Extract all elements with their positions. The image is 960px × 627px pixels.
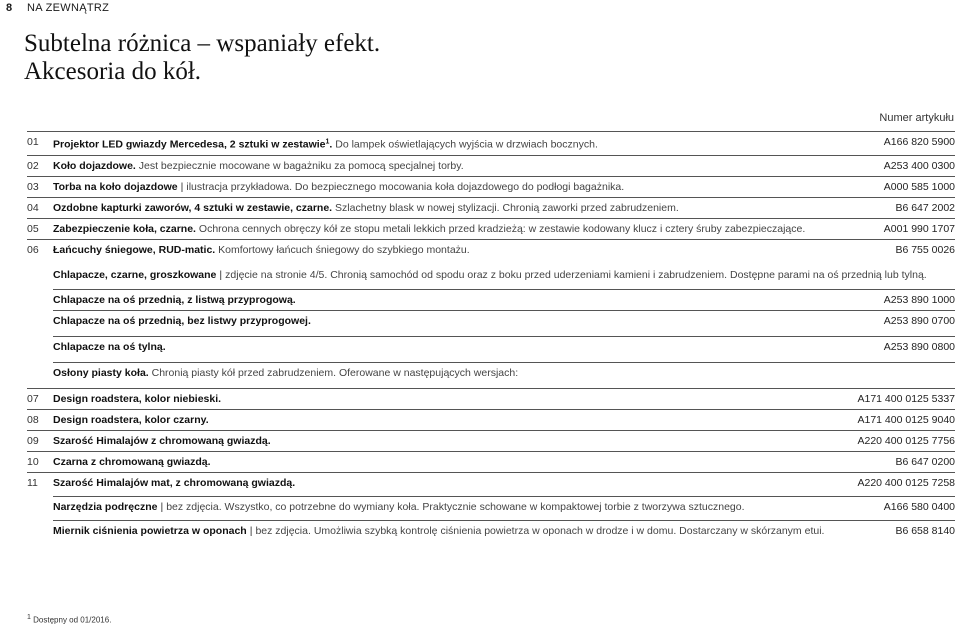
part-number: A253 890 0800 [883,340,955,353]
footnote: $^1$ Dostępny od 01/2016. [27,614,112,625]
part-number: A253 400 0300 [883,159,955,172]
list-item [27,176,955,197]
item-description: Projektor LED gwiazdy Mercedesa, 2 sztuki w zestawie$^1$. Do lampek oświetlających wyjścia w drzwiach bocznych. [53,138,598,151]
list-item [27,239,955,260]
item-description: Szarość Himalajów z chromowaną gwiazdą. [53,434,271,447]
accessory-list [27,131,955,544]
page-number: 8 [6,2,13,14]
list-item [27,131,955,155]
list-item [27,388,955,409]
item-description: Koło dojazdowe. Jest bezpiecznie mocowane w bagażniku za pomocą specjalnej torby. [53,159,464,172]
list-item [53,310,955,336]
item-number: 01 [27,136,39,148]
list-item [27,451,955,472]
part-number: A253 890 0700 [883,314,955,327]
list-item [27,218,955,239]
item-description: Chlapacze na oś tylną. [53,340,166,353]
item-description: Narzędzia podręczne | bez zdjęcia. Wszystko, co potrzebne do wymiany koła. Praktycznie schowane w kompaktowej torbie z tworzywa sztucznego. [53,500,745,513]
part-number: A001 990 1707 [883,222,955,235]
list-item [27,430,955,451]
list-item [27,197,955,218]
list-item [53,260,955,285]
item-number: 04 [27,201,39,214]
item-description: Czarna z chromowaną gwiazdą. [53,455,211,468]
list-item [27,472,955,496]
item-description: Design roadstera, kolor niebieski. [53,392,222,405]
item-description: Zabezpieczenie koła, czarne. Ochrona cennych obręczy kół ze stopu metali lekkich przed kradzieżą: w zestawie kodowany klucz i cztery śruby zabezpieczające. [53,222,806,235]
list-item [27,155,955,176]
list-item [53,289,955,310]
item-number: 02 [27,159,39,172]
list-item [27,409,955,430]
part-number: A166 820 5900 [883,136,955,148]
item-description: Design roadstera, kolor czarny. [53,413,209,426]
item-number: 07 [27,392,39,405]
part-number: B6 647 2002 [895,201,955,214]
item-number: 11 [27,476,38,489]
part-number: A000 585 1000 [883,180,955,193]
part-number: A220 400 0125 7756 [857,434,955,447]
item-number: 08 [27,413,39,426]
part-number: A171 400 0125 5337 [857,392,955,405]
item-number: 05 [27,222,39,235]
title-line-1: Subtelna różnica – wspaniały efekt. [24,30,381,57]
item-description: Torba na koło dojazdowe | ilustracja przykładowa. Do bezpiecznego mocowania koła dojazdowego do podłogi bagażnika. [53,180,625,193]
item-description: Łańcuchy śniegowe, RUD-matic. Komfortowy łańcuch śniegowy do szybkiego montażu. [53,243,470,256]
part-number: A171 400 0125 9040 [857,413,955,426]
column-header-part-number: Numer artykułu [879,112,954,124]
list-item [53,496,955,520]
item-description: Osłony piasty koła. Chronią piasty kół przed zabrudzeniem. Oferowane w następujących wersjach: [53,366,519,379]
part-number: A253 890 1000 [883,293,955,306]
part-number: B6 658 8140 [895,524,955,537]
part-number: B6 755 0026 [895,243,955,256]
part-number: A220 400 0125 7258 [857,476,955,489]
item-description: Szarość Himalajów mat, z chromowaną gwiazdą. [53,476,296,489]
list-item [53,520,955,544]
item-number: 06 [27,243,39,256]
part-number: B6 647 0200 [895,455,955,468]
list-item [53,362,955,388]
item-description: Miernik ciśnienia powietrza w oponach | bez zdjęcia. Umożliwia szybką kontrolę ciśnienia powietrza w oponach w drodze i w domu. Dostarczany w skórzanym etui. [53,524,825,537]
item-number: 10 [27,455,39,468]
item-description: Chlapacze na oś przednią, bez listwy przyprogowej. [53,314,311,327]
part-number: A166 580 0400 [883,500,955,513]
item-description: Ozdobne kapturki zaworów, 4 sztuki w zestawie, czarne. Szlachetny blask w nowej stylizacji. Chronią zaworki przed zabrudzeniem. [53,201,679,214]
item-number: 09 [27,434,39,447]
title-line-2: Akcesoria do kół. [24,58,202,85]
section-label: NA ZEWNĄTRZ [27,2,110,14]
item-description: Chlapacze na oś przednią, z listwą przyprogową. [53,293,296,306]
item-description: Chlapacze, czarne, groszkowane | zdjęcie na stronie 4/5. Chronią samochód od spodu oraz z boku przed uderzeniami kamieni i zabrudzeniem. Dostępne parami na oś przednią lub tylną. [53,268,927,281]
list-item [53,336,955,362]
page-title [24,30,380,86]
item-number: 03 [27,180,39,193]
